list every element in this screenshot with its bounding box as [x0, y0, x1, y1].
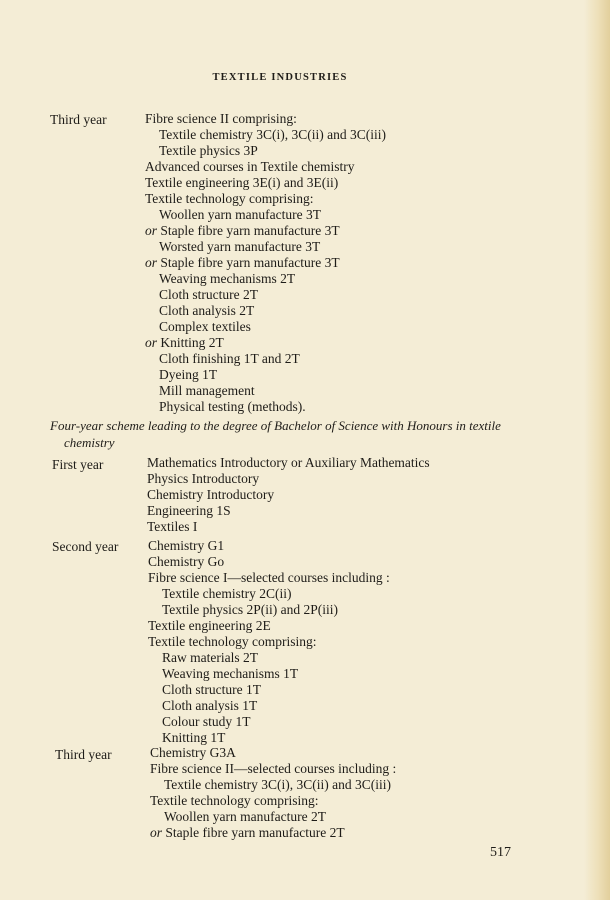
course-line [148, 570, 390, 586]
course-line [150, 809, 396, 825]
course-text: Textiles I [147, 519, 198, 534]
course-text: Dyeing 1T [159, 367, 218, 382]
course-line [145, 239, 386, 255]
page-number: 517 [490, 845, 511, 860]
course-line [145, 143, 386, 159]
course-text: Physical testing (methods). [159, 399, 306, 414]
or-prefix: or [145, 335, 158, 350]
course-line [150, 793, 396, 809]
third-year-course-list [145, 111, 386, 415]
section-label-second-year: Second year [52, 539, 119, 554]
course-line [145, 111, 386, 127]
course-line [150, 761, 396, 777]
course-line [145, 399, 386, 415]
course-line [145, 191, 386, 207]
section-label-first-year: First year [52, 457, 104, 472]
course-text: Colour study 1T [162, 714, 251, 729]
course-line [147, 471, 430, 487]
course-text: Fibre science I—selected courses including : [148, 570, 390, 585]
course-line [148, 698, 390, 714]
course-text: Textile technology comprising: [150, 793, 319, 808]
course-line [148, 650, 390, 666]
course-text: Cloth analysis 2T [159, 303, 255, 318]
course-line [150, 825, 396, 841]
course-line [145, 303, 386, 319]
course-text: Raw materials 2T [162, 650, 258, 665]
course-line [148, 586, 390, 602]
course-text: Weaving mechanisms 1T [162, 666, 299, 681]
scheme-heading-line-1: Four-year scheme leading to the degree of Bachelor of Science with Honours in textile [50, 418, 501, 433]
course-line [148, 618, 390, 634]
page-binding-shadow [584, 0, 610, 900]
course-text: Cloth structure 2T [159, 287, 258, 302]
course-line [150, 777, 396, 793]
first-year-course-list [147, 455, 430, 535]
course-text: Textile engineering 2E [148, 618, 271, 633]
or-prefix: or [145, 255, 158, 270]
course-text: Cloth analysis 1T [162, 698, 258, 713]
course-line [147, 503, 430, 519]
course-text: Mathematics Introductory or Auxiliary Mathematics [147, 455, 430, 470]
course-text: Textile technology comprising: [145, 191, 314, 206]
course-line [145, 367, 386, 383]
course-text: Chemistry G3A [150, 745, 236, 760]
course-text: Staple fibre yarn manufacture 3T [160, 255, 340, 270]
course-line [148, 730, 390, 746]
course-text: Chemistry G1 [148, 538, 225, 553]
course-line [145, 255, 386, 271]
course-line [145, 319, 386, 335]
course-line [145, 159, 386, 175]
or-prefix: or [145, 223, 158, 238]
second-year-course-list [148, 538, 390, 746]
section-label-third-year: Third year [50, 112, 107, 127]
course-line [148, 554, 390, 570]
course-text: Weaving mechanisms 2T [159, 271, 296, 286]
course-line [145, 175, 386, 191]
course-text: Advanced courses in Textile chemistry [145, 159, 355, 174]
course-line [147, 519, 430, 535]
course-line [147, 487, 430, 503]
course-text: Chemistry Introductory [147, 487, 275, 502]
course-text: Textile chemistry 2C(ii) [162, 586, 292, 601]
course-line [148, 682, 390, 698]
course-text: Cloth finishing 1T and 2T [159, 351, 300, 366]
course-line [145, 207, 386, 223]
section-label-third-year-honours: Third year [55, 747, 112, 762]
course-line [145, 287, 386, 303]
course-text: Textile chemistry 3C(i), 3C(ii) and 3C(iii) [159, 127, 387, 142]
course-line [148, 714, 390, 730]
course-text: Worsted yarn manufacture 3T [159, 239, 321, 254]
course-line [148, 538, 390, 554]
course-line [148, 666, 390, 682]
course-line [145, 271, 386, 287]
course-text: Fibre science II comprising: [145, 111, 297, 126]
course-line [150, 745, 396, 761]
course-text: Complex textiles [159, 319, 251, 334]
course-line [147, 455, 430, 471]
course-text: Woollen yarn manufacture 3T [159, 207, 321, 222]
course-text: Staple fibre yarn manufacture 3T [160, 223, 340, 238]
course-text: Textile chemistry 3C(i), 3C(ii) and 3C(iii) [164, 777, 392, 792]
third-year-honours-course-list [150, 745, 396, 841]
course-text: Fibre science II—selected courses including : [150, 761, 397, 776]
course-text: Cloth structure 1T [162, 682, 261, 697]
or-prefix: or [150, 825, 163, 840]
course-line [145, 127, 386, 143]
course-line [148, 602, 390, 618]
course-text: Textile engineering 3E(i) and 3E(ii) [145, 175, 339, 190]
course-text: Textile physics 2P(ii) and 2P(iii) [162, 602, 339, 617]
course-text: Chemistry Go [148, 554, 225, 569]
course-line [145, 335, 386, 351]
course-text: Knitting 1T [162, 730, 226, 745]
course-text: Staple fibre yarn manufacture 2T [165, 825, 345, 840]
course-line [145, 351, 386, 367]
scheme-heading [50, 417, 520, 451]
course-text: Woollen yarn manufacture 2T [164, 809, 326, 824]
scheme-heading-line-2: chemistry [64, 435, 115, 450]
course-line [148, 634, 390, 650]
course-text: Knitting 2T [160, 335, 224, 350]
course-line [145, 223, 386, 239]
course-text: Engineering 1S [147, 503, 231, 518]
course-text: Textile technology comprising: [148, 634, 317, 649]
course-text: Textile physics 3P [159, 143, 258, 158]
course-text: Mill management [159, 383, 255, 398]
course-text: Physics Introductory [147, 471, 260, 486]
running-header: TEXTILE INDUSTRIES [212, 72, 348, 83]
course-line [145, 383, 386, 399]
